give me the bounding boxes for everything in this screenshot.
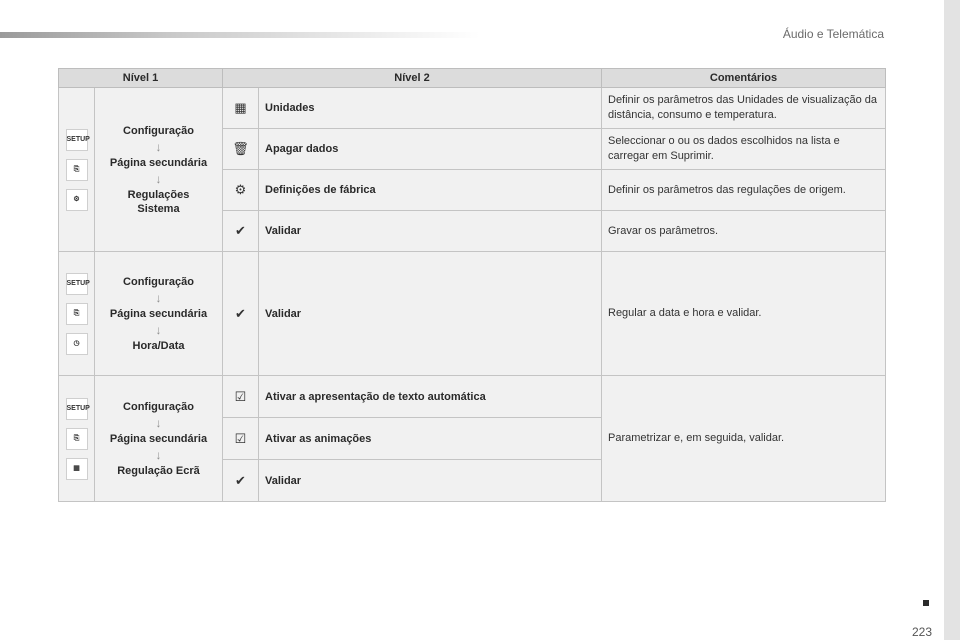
- page-icon: ⎘: [66, 159, 88, 181]
- option-label: Apagar dados: [259, 129, 602, 170]
- path-step: Página secundária: [109, 307, 208, 320]
- option-label: Unidades: [259, 88, 602, 129]
- settings-table: [58, 68, 886, 502]
- header-level1: Nível 1: [59, 69, 223, 88]
- option-comment: Definir os parâmetros das Unidades de visualização da distância, consumo e temperatura.: [602, 88, 886, 129]
- page-number: 223: [911, 625, 932, 639]
- option-comment: Seleccionar o ou os dados escolhidos na lista e carregar em Suprimir.: [602, 129, 886, 170]
- header-level2: Nível 2: [223, 69, 602, 88]
- path-step: Hora/Data: [132, 339, 185, 352]
- delete-data-icon: 🗑: [223, 129, 259, 170]
- option-label: Validar: [259, 211, 602, 252]
- path-step: Página secundária: [109, 156, 208, 169]
- header-bar: [0, 32, 480, 38]
- option-label: Validar: [259, 460, 602, 502]
- clock-calendar-icon: ◷: [66, 333, 88, 355]
- path-step: Regulação Ecrã: [117, 464, 200, 477]
- option-comment: Parametrizar e, em seguida, validar.: [602, 376, 886, 502]
- header-comments: Comentários: [602, 69, 886, 88]
- check-icon: ✔: [223, 211, 259, 252]
- option-comment: Regular a data e hora e validar.: [602, 252, 886, 376]
- level1-icons: [59, 252, 95, 376]
- checkbox-icon: ☑: [223, 376, 259, 418]
- path-step: Configuração: [123, 275, 194, 288]
- page-icon: ⎘: [66, 303, 88, 325]
- arrow-down-icon: ↓: [155, 290, 162, 305]
- setup-icon: SETUP: [66, 273, 88, 295]
- setup-icon: SETUP: [66, 129, 88, 151]
- option-label: Definições de fábrica: [259, 170, 602, 211]
- level1-path: [95, 88, 223, 252]
- page-marker: [923, 600, 929, 606]
- level1-icons: [59, 376, 95, 502]
- option-label: Ativar as animações: [259, 418, 602, 460]
- arrow-down-icon: ↓: [155, 447, 162, 462]
- check-icon: ✔: [223, 252, 259, 376]
- path-step: Página secundária: [109, 432, 208, 445]
- option-label: Ativar a apresentação de texto automática: [259, 376, 602, 418]
- path-step: Regulações Sistema: [127, 188, 190, 215]
- level1-path: [95, 252, 223, 376]
- setup-icon: SETUP: [66, 398, 88, 420]
- level1-icons: [59, 88, 95, 252]
- check-icon: ✔: [223, 460, 259, 502]
- option-label: Validar: [259, 252, 602, 376]
- checkbox-icon: ☑: [223, 418, 259, 460]
- section-title: Áudio e Telemática: [782, 27, 884, 41]
- level1-path: [95, 376, 223, 502]
- option-comment: Gravar os parâmetros.: [602, 211, 886, 252]
- arrow-down-icon: ↓: [155, 139, 162, 154]
- path-step: Configuração: [123, 400, 194, 413]
- arrow-down-icon: ↓: [155, 171, 162, 186]
- screen-settings-icon: ▦: [66, 458, 88, 480]
- factory-settings-icon: ⚙: [223, 170, 259, 211]
- path-step: Configuração: [123, 124, 194, 137]
- arrow-down-icon: ↓: [155, 415, 162, 430]
- gear-settings-icon: ⚙: [66, 189, 88, 211]
- arrow-down-icon: ↓: [155, 322, 162, 337]
- page-icon: ⎘: [66, 428, 88, 450]
- units-icon: ▦: [223, 88, 259, 129]
- page-edge-strip: [944, 0, 960, 640]
- option-comment: Definir os parâmetros das regulações de origem.: [602, 170, 886, 211]
